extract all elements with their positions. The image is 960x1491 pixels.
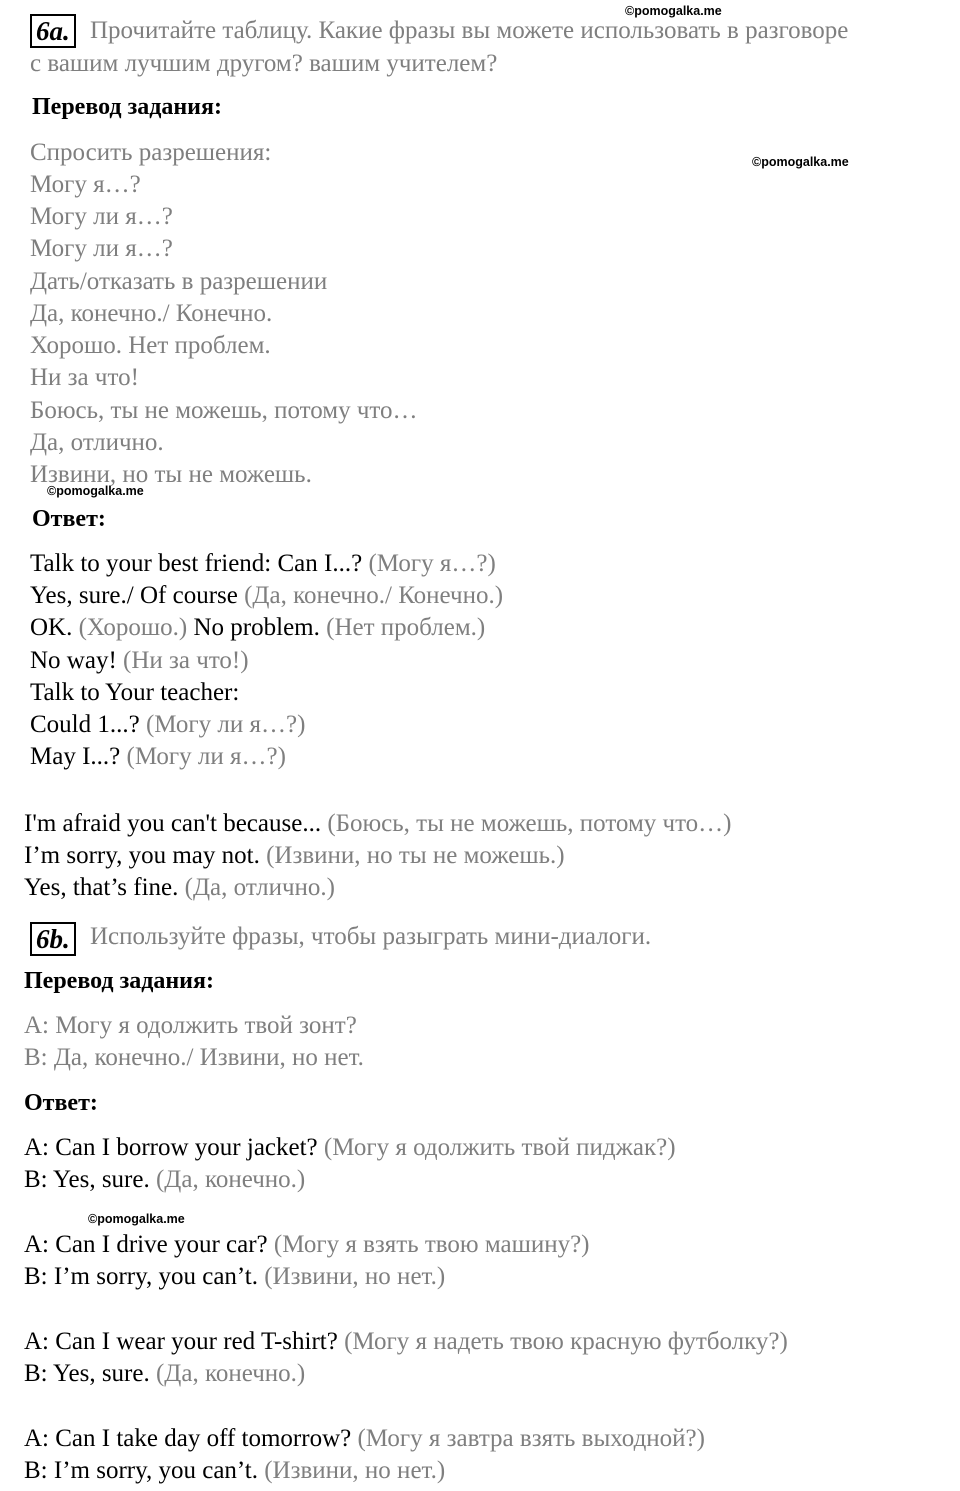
task-6a-instruction-line1: Прочитайте таблицу. Какие фразы вы можете использовать в разговоре [90,17,849,44]
answer-line [30,741,286,773]
translation-line: Могу я…? [30,171,141,198]
translation-segment: (Да, конечно./ Конечно.) [244,582,504,609]
english-segment: I'm afraid you can't because... [24,810,328,837]
english-segment: Talk to your best friend: Can I...? [30,550,369,577]
translation-segment: (Да, конечно.) [155,1166,306,1193]
translation-line: Да, отлично. [30,429,164,456]
english-segment: Talk to Your teacher: [30,679,240,706]
translation-line: Дать/отказать в разрешении [30,268,328,295]
translation-segment: (Могу я взять твою машину?) [273,1231,590,1258]
task-6a-instruction-line2: с вашим лучшим другом? вашим учителем? [30,50,498,77]
english-segment: Could 1...? [30,711,146,738]
watermark-bottom: ©pomogalka.me [88,1212,185,1226]
dialog-line [24,1455,445,1487]
watermark-top: ©pomogalka.me [625,4,722,18]
translation-segment: (Извини, но нет.) [264,1263,446,1290]
watermark-mid: ©pomogalka.me [47,484,144,498]
english-segment: Yes, sure./ Of course [30,582,245,609]
answer-line [30,612,485,644]
translation-line: Извини, но ты не можешь. [30,461,312,488]
answer-line [24,840,565,872]
task-6b-number: 6b. [30,922,76,956]
answer-line [30,677,239,709]
dialog-line [24,1132,676,1164]
translation-line: Да, конечно./ Конечно. [30,300,273,327]
translation-line: B: Да, конечно./ Извини, но нет. [24,1044,364,1071]
dialog-line [24,1358,305,1390]
english-segment: OK. [30,614,79,641]
task-6a-translation-heading: Перевод задания: [32,94,222,120]
translation-segment: (Извини, но нет.) [264,1457,446,1484]
task-6b-translation-heading: Перевод задания: [24,968,214,994]
translation-line: Могу ли я…? [30,203,173,230]
english-segment: B: Yes, sure. [24,1166,156,1193]
answer-line [30,645,249,677]
translation-line: A: Могу я одолжить твой зонт? [24,1012,357,1039]
task-6a-answer-heading: Ответ: [32,506,106,532]
english-segment: Yes, that’s fine. [24,874,185,901]
translation-line: Боюсь, ты не можешь, потому что… [30,397,418,424]
english-segment: A: Can I borrow your jacket? [24,1134,324,1161]
translation-segment: (Да, конечно.) [155,1360,306,1387]
translation-segment: (Ни за что!) [123,647,249,674]
translation-line: Могу ли я…? [30,235,173,262]
translation-segment: (Могу я завтра взять выходной?) [357,1425,705,1452]
dialog-line [24,1326,788,1358]
dialog-line [24,1164,305,1196]
translation-segment: (Нет проблем.) [326,614,486,641]
translation-line: Хорошо. Нет проблем. [30,332,271,359]
translation-segment: (Хорошо.) [78,614,194,641]
dialog-line [24,1261,445,1293]
english-segment: B: I’m sorry, you can’t. [24,1457,265,1484]
answer-line [24,872,335,904]
translation-segment: (Да, отлично.) [184,874,336,901]
translation-segment: (Боюсь, ты не можешь, потому что…) [327,810,732,837]
answer-line [30,548,496,580]
translation-segment: (Могу я одолжить твой пиджак?) [323,1134,676,1161]
translation-segment: (Могу я…?) [368,550,496,577]
translation-segment: (Извини, но ты не можешь.) [266,842,565,869]
english-segment: A: Can I wear your red T-shirt? [24,1328,345,1355]
task-6a-number: 6a. [30,14,76,48]
translation-line: Ни за что! [30,364,139,391]
english-segment: No problem. [193,614,327,641]
dialog-line [24,1423,705,1455]
task-6b-answer-heading: Ответ: [24,1090,98,1116]
english-segment: B: Yes, sure. [24,1360,156,1387]
task-6b-instruction: Используйте фразы, чтобы разыграть мини-диалоги. [90,923,652,950]
translation-line: Спросить разрешения: [30,139,272,166]
english-segment: A: Can I take day off tomorrow? [24,1425,358,1452]
translation-segment: (Могу я надеть твою красную футболку?) [344,1328,788,1355]
translation-segment: (Могу ли я…?) [126,743,286,770]
english-segment: I’m sorry, you may not. [24,842,267,869]
dialog-line [24,1229,590,1261]
answer-line [24,808,732,840]
translation-segment: (Могу ли я…?) [145,711,306,738]
english-segment: B: I’m sorry, you can’t. [24,1263,265,1290]
english-segment: May I...? [30,743,127,770]
answer-line [30,580,503,612]
watermark-right: ©pomogalka.me [752,155,849,169]
answer-line [30,709,305,741]
english-segment: A: Can I drive your car? [24,1231,274,1258]
english-segment: No way! [30,647,124,674]
